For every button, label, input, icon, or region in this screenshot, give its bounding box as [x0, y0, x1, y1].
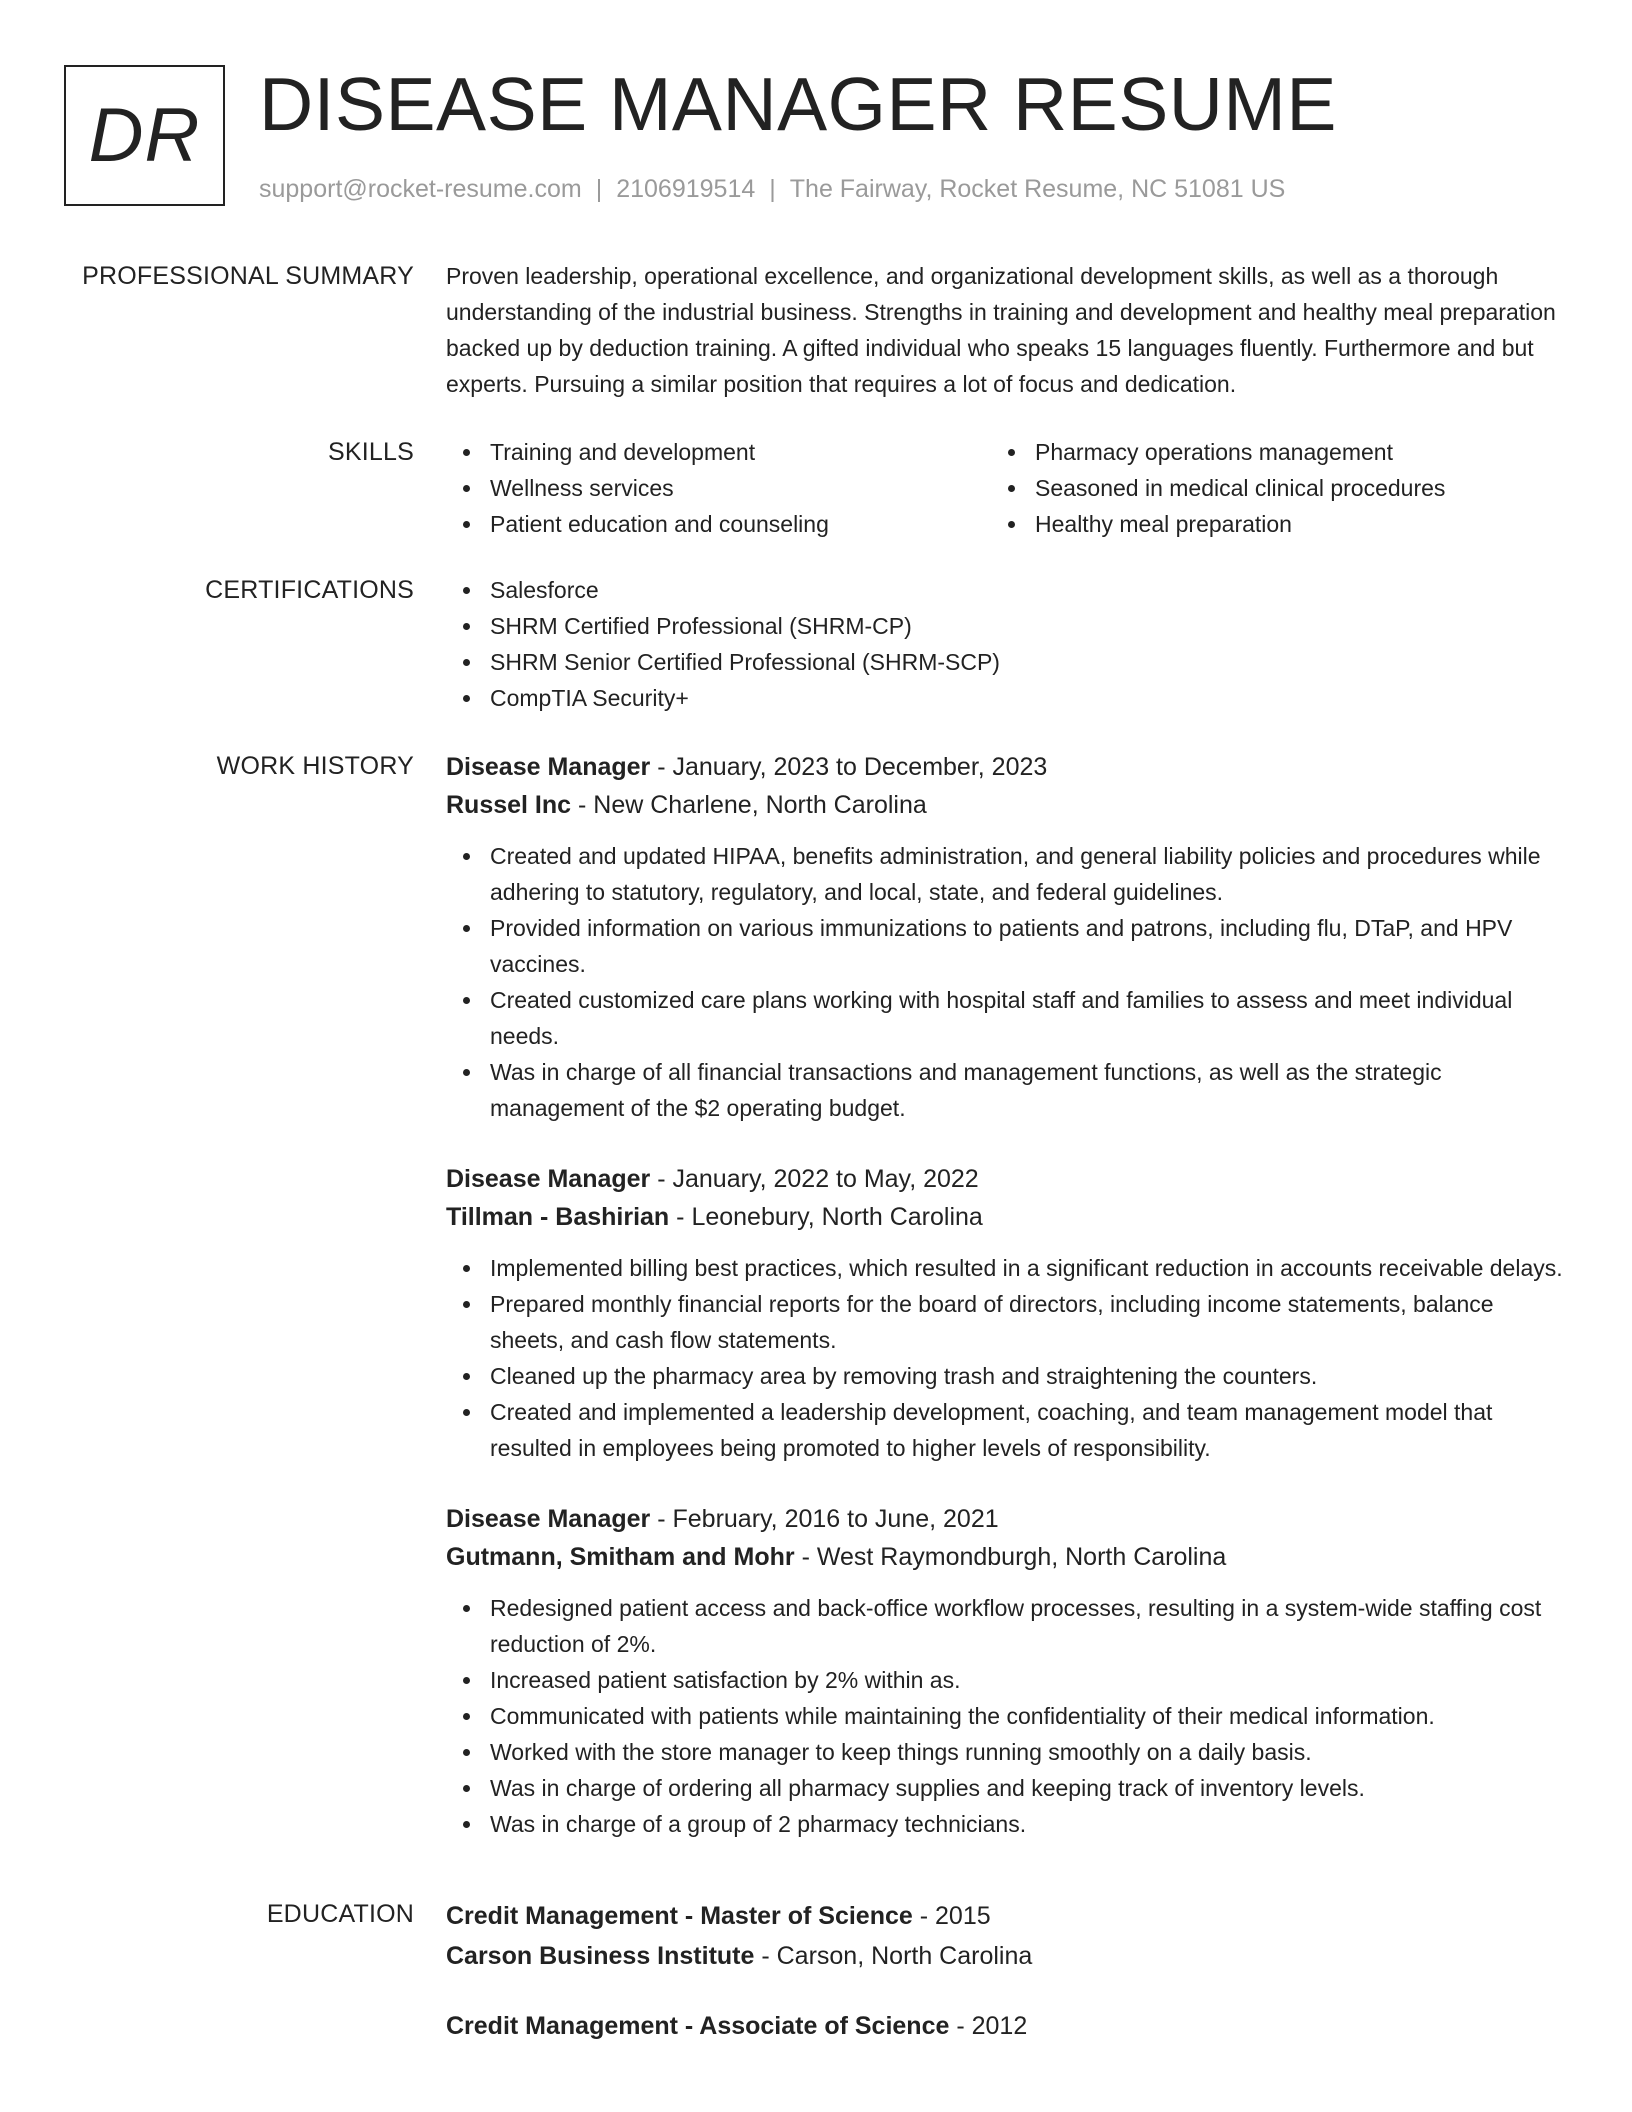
- job-bullet: Cleaned up the pharmacy area by removing trash and straightening the counters.: [490, 1358, 1564, 1394]
- job-bullet: Provided information on various immunizations to patients and patrons, including flu, DTaP, and HPV vaccines.: [490, 910, 1564, 982]
- job-title: Disease Manager: [446, 1505, 651, 1533]
- job-bullet: Was in charge of all financial transactions and management functions, as well as the strategic management of the $2 operating budget.: [490, 1054, 1564, 1126]
- certifications-section: [64, 572, 1564, 716]
- certification-item: SHRM Senior Certified Professional (SHRM-SCP): [490, 644, 1564, 680]
- job-bullet: Was in charge of a group of 2 pharmacy technicians.: [490, 1806, 1564, 1842]
- section-label: CERTIFICATIONS: [205, 576, 414, 604]
- resume-title: DISEASE MANAGER RESUME: [259, 62, 1337, 146]
- job-dates: January, 2022 to May, 2022: [672, 1165, 979, 1193]
- job-bullets: [446, 838, 1564, 1126]
- education-degree: Credit Management - Associate of Science: [446, 2012, 950, 2040]
- job-company-line: Russel Inc - New Charlene, North Carolina: [446, 791, 927, 819]
- skill-item: Wellness services: [490, 470, 991, 506]
- job-company: Gutmann, Smitham and Mohr: [446, 1543, 795, 1571]
- monogram-badge: DR: [64, 65, 225, 206]
- skill-item: Seasoned in medical clinical procedures: [1035, 470, 1551, 506]
- education-section: [64, 1896, 1564, 2076]
- job-title: Disease Manager: [446, 753, 651, 781]
- skills-grid: [446, 434, 1564, 542]
- professional-summary-section: [64, 258, 1564, 402]
- job-bullet: Communicated with patients while maintaining the confidentiality of their medical information.: [490, 1698, 1564, 1734]
- section-label: PROFESSIONAL SUMMARY: [82, 262, 414, 290]
- job-company: Tillman - Bashirian: [446, 1203, 670, 1231]
- section-label: SKILLS: [328, 438, 414, 466]
- job-title: Disease Manager: [446, 1165, 651, 1193]
- job-location: New Charlene, North Carolina: [593, 791, 927, 819]
- skill-item: Training and development: [490, 434, 991, 470]
- section-label: EDUCATION: [266, 1900, 414, 1928]
- job-location: West Raymondburgh, North Carolina: [816, 1543, 1227, 1571]
- education-entry: [446, 2006, 1564, 2046]
- contact-separator: |: [595, 175, 603, 203]
- job-title-line: Disease Manager - February, 2016 to June, 2021: [446, 1505, 999, 1533]
- job-bullet: Worked with the store manager to keep things running smoothly on a daily basis.: [490, 1734, 1564, 1770]
- job-entry: [446, 1500, 1564, 1842]
- education-degree-line: Credit Management - Master of Science - 2015: [446, 1902, 991, 1930]
- job-dates: February, 2016 to June, 2021: [672, 1505, 999, 1533]
- job-company-line: Gutmann, Smitham and Mohr - West Raymondburgh, North Carolina: [446, 1543, 1227, 1571]
- job-company-line: Tillman - Bashirian - Leonebury, North Carolina: [446, 1203, 983, 1231]
- contact-line: [259, 175, 1285, 204]
- contact-separator: |: [769, 175, 776, 203]
- job-entry: [446, 748, 1564, 1126]
- contact-email: support@rocket-resume.com: [259, 175, 582, 203]
- job-bullet: Redesigned patient access and back-office workflow processes, resulting in a system-wide staffing cost reduction of 2%.: [490, 1590, 1564, 1662]
- education-degree: Credit Management - Master of Science: [446, 1902, 913, 1930]
- contact-address: The Fairway, Rocket Resume, NC 51081 US: [789, 175, 1286, 203]
- section-label: WORK HISTORY: [216, 752, 414, 780]
- certification-item: Salesforce: [490, 572, 1564, 608]
- job-bullet: Increased patient satisfaction by 2% within as.: [490, 1662, 1564, 1698]
- resume-header: [64, 62, 1564, 210]
- work-history-section: [64, 748, 1564, 1876]
- education-year: 2015: [935, 1902, 991, 1930]
- education-location: Carson, North Carolina: [776, 1942, 1033, 1970]
- job-bullets: [446, 1590, 1564, 1842]
- skills-list-right: [991, 434, 1551, 542]
- skill-item: Pharmacy operations management: [1035, 434, 1551, 470]
- job-company: Russel Inc: [446, 791, 572, 819]
- job-bullet: Was in charge of ordering all pharmacy supplies and keeping track of inventory levels.: [490, 1770, 1564, 1806]
- job-bullet: Created and implemented a leadership development, coaching, and team management model that resulted in employees being promoted to higher levels of responsibility.: [490, 1394, 1564, 1466]
- job-bullets: [446, 1250, 1564, 1466]
- skill-item: Patient education and counseling: [490, 506, 991, 542]
- job-bullet: Implemented billing best practices, which resulted in a significant reduction in accounts receivable delays.: [490, 1250, 1564, 1286]
- job-dates: January, 2023 to December, 2023: [672, 753, 1048, 781]
- education-school: Carson Business Institute: [446, 1942, 755, 1970]
- contact-phone: 2106919514: [616, 175, 756, 203]
- job-entry: [446, 1160, 1564, 1466]
- job-bullet: Created customized care plans working with hospital staff and families to assess and meet individual needs.: [490, 982, 1564, 1054]
- education-year: 2012: [971, 2012, 1028, 2040]
- education-school-line: Carson Business Institute - Carson, North Carolina: [446, 1942, 1033, 1970]
- summary-text: Proven leadership, operational excellence, and organizational development skills, as well as a thorough understanding of the industrial business. Strengths in training and development and healthy meal preparation backed up by deduction training. A gifted individual who speaks 15 languages fluently. Furthermore and but experts. Pursuing a similar position that requires a lot of focus and dedication.: [446, 263, 1556, 397]
- job-bullet: Prepared monthly financial reports for the board of directors, including income statements, balance sheets, and cash flow statements.: [490, 1286, 1564, 1358]
- certification-item: CompTIA Security+: [490, 680, 1564, 716]
- job-bullet: Created and updated HIPAA, benefits administration, and general liability policies and procedures while adhering to statutory, regulatory, and local, state, and federal guidelines.: [490, 838, 1564, 910]
- certification-item: SHRM Certified Professional (SHRM-CP): [490, 608, 1564, 644]
- job-title-line: Disease Manager - January, 2023 to December, 2023: [446, 753, 1048, 781]
- education-entry: [446, 1896, 1564, 1976]
- skills-section: [64, 434, 1564, 542]
- job-location: Leonebury, North Carolina: [691, 1203, 983, 1231]
- skill-item: Healthy meal preparation: [1035, 506, 1551, 542]
- job-title-line: Disease Manager - January, 2022 to May, 2022: [446, 1165, 979, 1193]
- resume-content: [64, 258, 1564, 2076]
- skills-list-left: [446, 434, 991, 542]
- certifications-list: [446, 572, 1564, 716]
- education-degree-line: Credit Management - Associate of Science - 2012: [446, 2012, 1028, 2040]
